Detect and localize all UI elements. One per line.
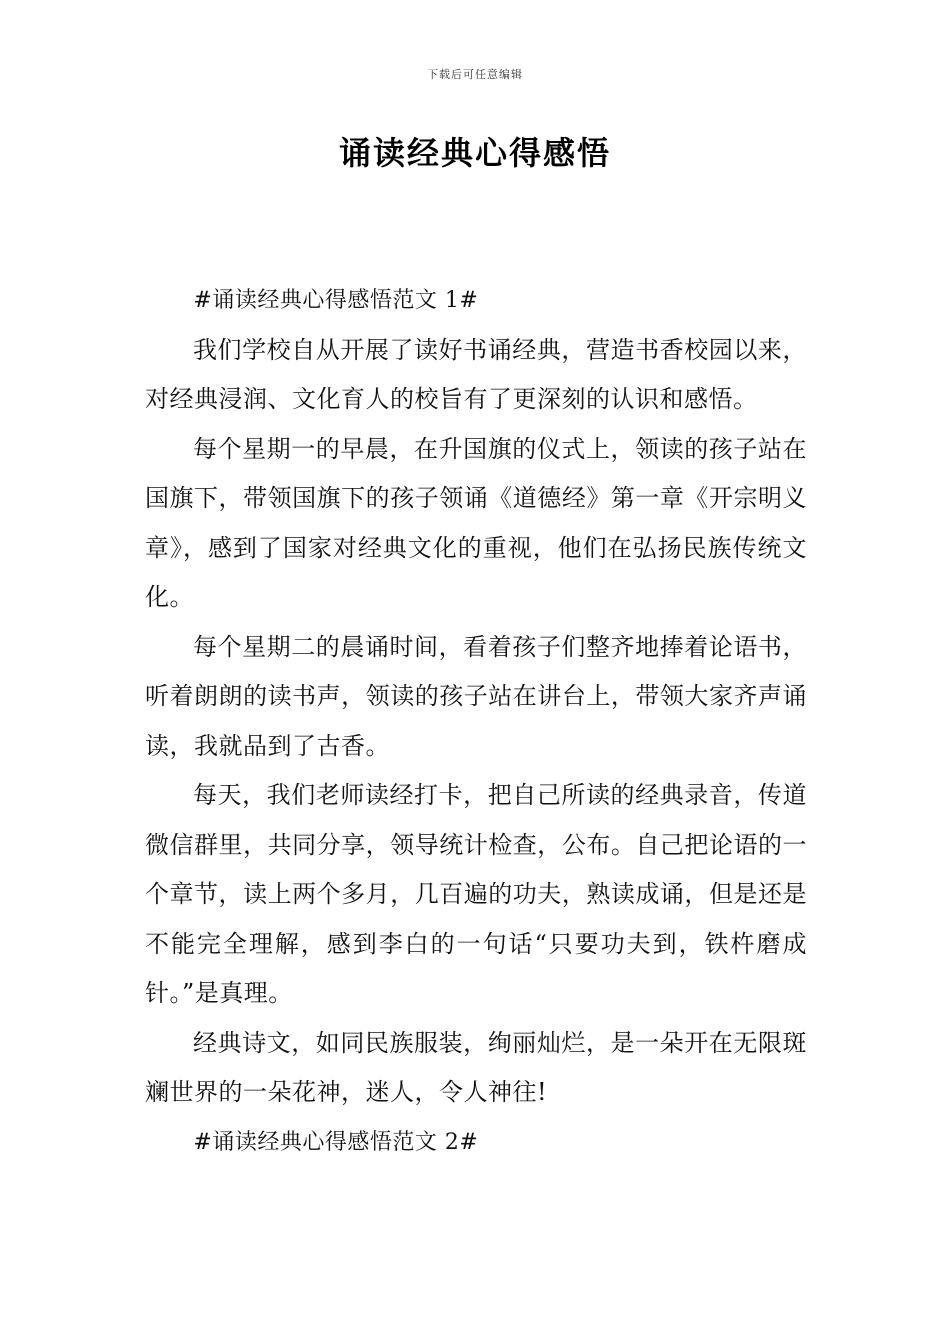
paragraph-2: 每个星期一的早晨，在升国旗的仪式上，领读的孩子站在国旗下，带领国旗下的孩子领诵《道德经》第一章《开宗明义章》，感到了国家对经典文化的重视，他们在弘扬民族传统文化。 — [145, 434, 807, 611]
paragraph-1: 我们学校自从开展了读好书诵经典，营造书香校园以来，对经典浸润、文化育人的校旨有了更深刻的认识和感悟。 — [145, 335, 807, 413]
document-body — [145, 276, 807, 1167]
section-heading-2: #诵读经典心得感悟范文 2# — [193, 1129, 479, 1155]
header-note: 下载后可任意编辑 — [427, 68, 523, 81]
paragraph-5: 经典诗文，如同民族服装，绚丽灿烂，是一朵开在无限斑斓世界的一朵花神，迷人，令人神往! — [145, 1028, 807, 1106]
paragraph-3: 每个星期二的晨诵时间，看着孩子们整齐地捧着论语书，听着朗朗的读书声，领读的孩子站在讲台上，带领大家齐声诵读，我就品到了古香。 — [145, 632, 807, 760]
section-heading-1: #诵读经典心得感悟范文 1# — [193, 288, 479, 313]
paragraph-4: 每天，我们老师读经打卡，把自己所读的经典录音，传道微信群里，共同分享，领导统计检查，公布。自己把论语的一个章节，读上两个多月，几百遍的功夫，熟读成诵，但是还是不能完全理解，感到李白的一句话“只要功夫到，铁杵磨成针。”是真理。 — [145, 781, 807, 1007]
page-title: 诵读经典心得感悟 — [338, 134, 611, 172]
